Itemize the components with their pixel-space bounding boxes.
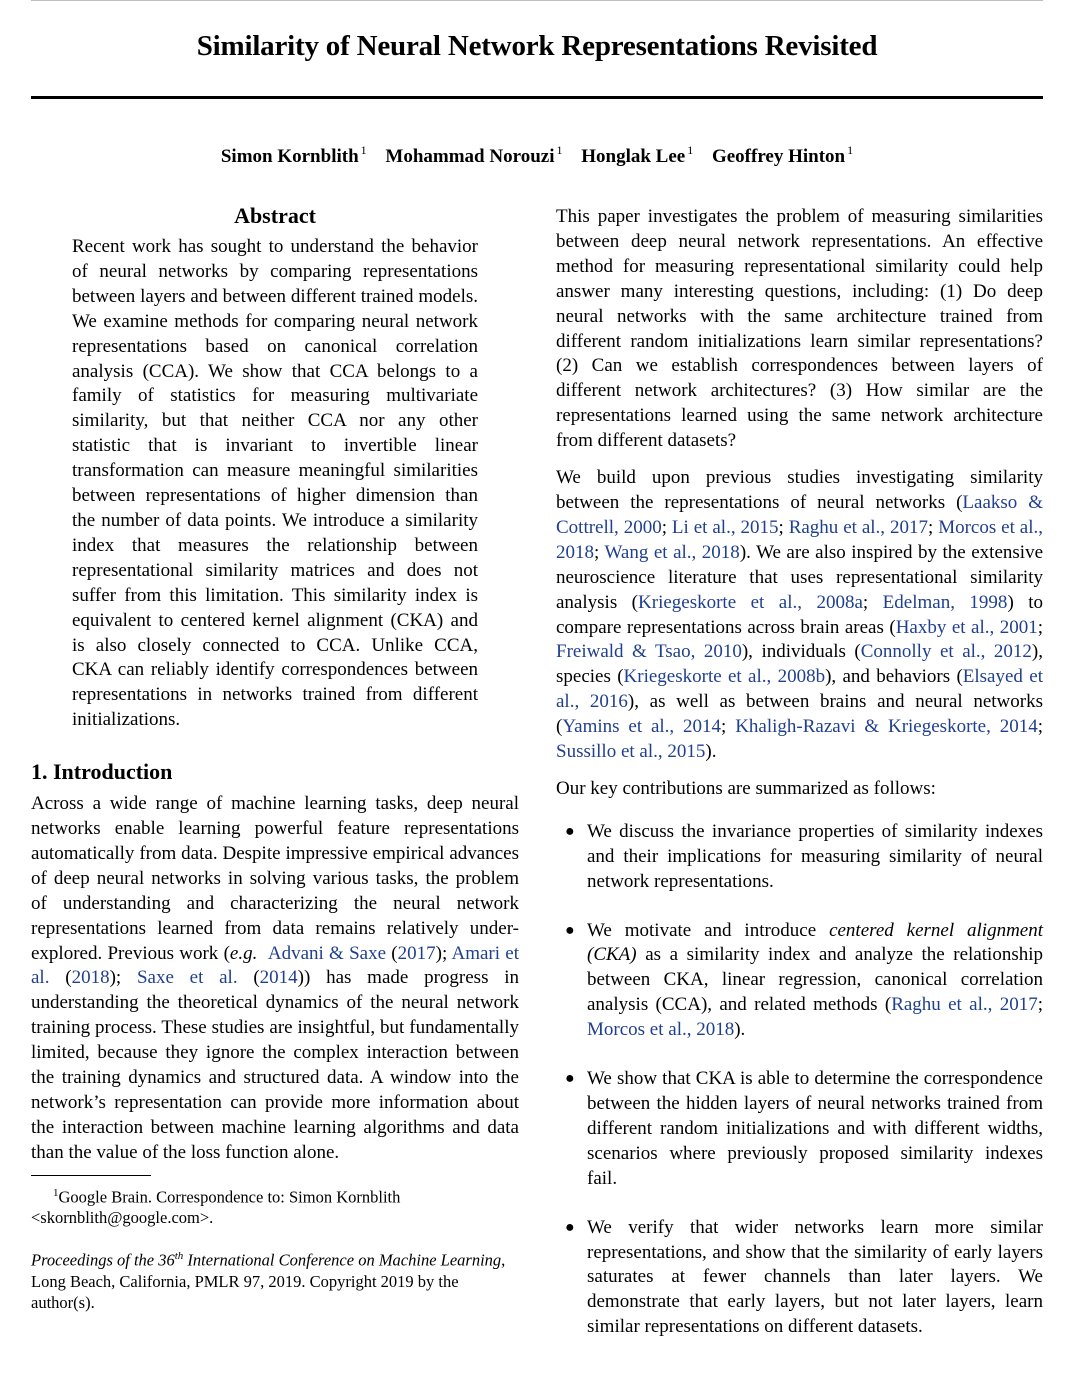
- citation-link[interactable]: Li et al., 2015: [671, 516, 779, 538]
- citation-link[interactable]: Amari et al.: [31, 942, 519, 989]
- list-item: [556, 1067, 1043, 1192]
- bullet-icon: ●: [565, 822, 575, 840]
- list-item: [556, 820, 1043, 895]
- citation-link[interactable]: Haxby et al., 2001: [895, 616, 1038, 638]
- body-paragraph: This paper investigates the problem of measuring similarities between deep neural network representations. An effective method for measuring representational similarity could help answer many interesting questions, including: (1) Do deep neural networks with the same architecture trained from different random initializations learn similar representations? (2) Can we establish correspondences between layers of different network architectures? (3) How similar are the representations learned using the same network architecture from different datasets?: [556, 206, 1043, 452]
- bullet-icon: ●: [565, 921, 575, 939]
- body-text: We build upon previous studies investigating similarity between the representations of neural networks (: [556, 467, 1043, 513]
- citation-link[interactable]: 2014: [259, 967, 298, 989]
- list-item-emphasis: centered kernel alignment (CKA): [587, 919, 1043, 966]
- proceedings-note: [31, 1246, 519, 1313]
- intro-heading: 1. Introduction: [31, 759, 173, 785]
- footnote-text: Google Brain. Correspondence to: Simon Kornblith <skornblith@google.com>.: [31, 1187, 401, 1228]
- eg-text: e.g.: [229, 942, 258, 964]
- citation-link[interactable]: Laakso & Cottrell, 2000: [556, 491, 1043, 538]
- author-name: Honglak Lee: [581, 146, 686, 167]
- citation-link[interactable]: Raghu et al., 2017: [891, 994, 1038, 1016]
- body-paragraph: We build upon previous studies investigating similarity between the representations of neural networks (Laakso & Cottrell, 2000; Li et al., 2015; Raghu et al., 2017; Morcos et al., 2018; Wang et al., 2018). We are also inspired by the extensive neuroscience literature that uses representational similarity analysis (Kriegeskorte et al., 2008a; Edelman, 1998) to compare representations across brain areas (Haxby et al., 2001; Freiwald & Tsao, 2010), individuals (Connolly et al., 2012), species (Kriegeskorte et al., 2008b), and behaviors (Elsayed et al., 2016), as well as between brains and neural networks (Yamins et al., 2014; Khaligh-Razavi & Kriegeskorte, 2014; Sussillo et al., 2015).: [556, 467, 1044, 763]
- proceedings-venue: Proceedings of the 36: [31, 1250, 175, 1270]
- list-item: [556, 1216, 1043, 1341]
- citation-link[interactable]: Khaligh-Razavi & Kriegeskorte, 2014: [735, 716, 1038, 738]
- citation-link[interactable]: Wang et al., 2018: [604, 541, 740, 563]
- citation-link[interactable]: Connolly et al., 2012: [860, 641, 1032, 663]
- list-item-text: We show that CKA is able to determine the correspondence between the hidden layers of neural networks trained from different random initializations and with different widths, scenarios where previously proposed similarity indexes fail.: [587, 1068, 1043, 1189]
- list-item-text: We verify that wider networks learn more similar representations, and show that the similarity of early layers saturates at fewer channels than later layers. We demonstrate that early layers, but not later layers, learn similar representations on different datasets.: [587, 1216, 1043, 1338]
- bullet-icon: ●: [565, 1070, 575, 1088]
- citation-link[interactable]: Sussillo et al., 2015: [556, 741, 706, 763]
- author: [385, 143, 563, 167]
- author-affiliation: 1: [556, 143, 563, 157]
- author: [581, 143, 694, 167]
- abstract-text: Recent work has sought to understand the behavior of neural networks by comparing representations between layers and between different trained models. We examine methods for comparing neural network representations based on canonical correlation analysis (CCA). We show that CCA belongs to a family of statistics for measuring multivariate similarity, but that neither CCA nor any other statistic that is invariant to invertible linear transformation can measure meaningful similarities between representations of higher dimension than the number of data points. We introduce a similarity index that measures the relationship between representational similarity matrices and does not suffer from this limitation. This similarity index is equivalent to centered kernel alignment (CKA) and is also closely connected to CCA. Unlike CCA, CKA can reliably identify correspondences between representations in networks trained from different initializations.: [72, 236, 478, 731]
- top-rule: [31, 0, 1043, 1]
- list-item-text: as a similarity index and analyze the relationship between CKA, linear regression, canonical correlation analysis (CCA), and related methods (: [587, 944, 1043, 1016]
- author-affiliation: 1: [360, 143, 367, 157]
- citation-link[interactable]: Morcos et al., 2018: [556, 516, 1043, 563]
- citation-link[interactable]: 2017: [397, 942, 436, 964]
- body-text: ), as well as between brains and neural networks (: [556, 691, 1043, 738]
- body-text: ), individuals (: [741, 641, 861, 663]
- author-affiliation: 1: [687, 143, 694, 157]
- body-text: ).: [705, 741, 717, 763]
- citation-link[interactable]: Freiwald & Tsao, 2010: [556, 641, 742, 663]
- intro-text: ) has made progress in understanding the theoretical dynamics of the neural network training process. These studies are insightful, but fundamentally limited, because they ignore the complex interaction between the training dynamics and structured data. A window into the network’s representation can provide more information about the interaction between machine learning algorithms and data than the value of the loss function alone.: [31, 967, 520, 1163]
- abstract-heading: Abstract: [234, 203, 316, 228]
- proceedings-sup: th: [174, 1250, 184, 1263]
- paper-title: Similarity of Neural Network Representations Revisited: [196, 30, 878, 62]
- list-item-text: We discuss the invariance properties of similarity indexes and their implications for measuring similarity of neural network representations.: [587, 820, 1043, 892]
- list-item-text: ).: [734, 1019, 746, 1041]
- citation-link[interactable]: Raghu et al., 2017: [788, 516, 928, 538]
- citation-link[interactable]: Edelman, 1998: [882, 591, 1008, 613]
- citation-link[interactable]: Kriegeskorte et al., 2008b: [623, 666, 826, 688]
- abstract-block: [72, 235, 478, 733]
- author: [711, 143, 854, 167]
- body-text: ) to compare representations across brain areas (: [556, 591, 1044, 638]
- footnote: [31, 1183, 519, 1229]
- author-affiliation: 1: [847, 143, 854, 157]
- proceedings-rest: , Long Beach, California, PMLR 97, 2019. Copyright 2019 by the author(s).: [31, 1250, 506, 1312]
- list-item-text: We motivate and introduce: [587, 919, 830, 941]
- left-column: [31, 203, 519, 1313]
- author-list: [31, 143, 1043, 168]
- citation-link[interactable]: Advani & Saxe: [267, 942, 387, 964]
- citation-link[interactable]: Yamins et al., 2014: [562, 716, 722, 738]
- citation-link[interactable]: 2018: [71, 967, 110, 989]
- list-item: ● We motivate and introduce centered kernel alignment (CKA) as a similarity index and analyze the relationship between CKA, linear regression, canonical correlation analysis (CCA), and related methods (Raghu et al., 2017; Morcos et al., 2018).: [565, 919, 1044, 1041]
- body-text: ). We are also inspired by the extensive neuroscience literature that uses representational similarity analysis (: [556, 541, 1044, 613]
- citation-link[interactable]: Saxe et al.: [136, 967, 238, 989]
- author-name: Geoffrey Hinton: [711, 146, 846, 167]
- author: [220, 143, 367, 167]
- intro-section: [31, 792, 519, 1166]
- intro-paragraph: Across a wide range of machine learning tasks, deep neural networks enable learning powerful feature representations automatically from data. Despite impressive empirical advances of deep neural networks in solving various tasks, the problem of understanding and characterizing the neural network representations learned from data remains relatively under-explored. Previous work (e.g. Advani & Saxe (2017); Amari et al. (2018); Saxe et al. (2014)) has made progress in understanding the theoretical dynamics of the neural network training process. These studies are insightful, but fundamentally limited, because they ignore the complex interaction between the training dynamics and structured data. A window into the network’s representation can provide more information about the interaction between machine learning algorithms and data than the value of the loss function alone.: [31, 793, 520, 1163]
- proceedings-venue: International Conference on Machine Learning: [183, 1250, 502, 1270]
- right-column: [556, 205, 1043, 1364]
- author-name: Mohammad Norouzi: [385, 146, 555, 167]
- citation-link[interactable]: Morcos et al., 2018: [587, 1019, 735, 1041]
- body-paragraph: Our key contributions are summarized as follows:: [556, 777, 936, 799]
- bullet-icon: ●: [565, 1218, 575, 1236]
- intro-text: Across a wide range of machine learning tasks, deep neural networks enable learning powerful feature representations automatically from data. Despite impressive empirical advances of deep neural networks in solving various tasks, the problem of understanding and characterizing the neural network representations learned from data remains relatively under-explored. Previous work (: [31, 793, 519, 964]
- citation-link[interactable]: Elsayed et al., 2016: [556, 666, 1043, 713]
- contributions-list: [556, 820, 1043, 1340]
- footnote-mark: 1: [53, 1186, 59, 1199]
- author-name: Simon Kornblith: [220, 146, 359, 167]
- body-text: ), species (: [556, 641, 1043, 688]
- title-rule: [31, 96, 1043, 99]
- body-text: ), and behaviors (: [825, 666, 963, 688]
- footnote-rule: [31, 1175, 151, 1176]
- citation-link[interactable]: Kriegeskorte et al., 2008a: [638, 591, 863, 613]
